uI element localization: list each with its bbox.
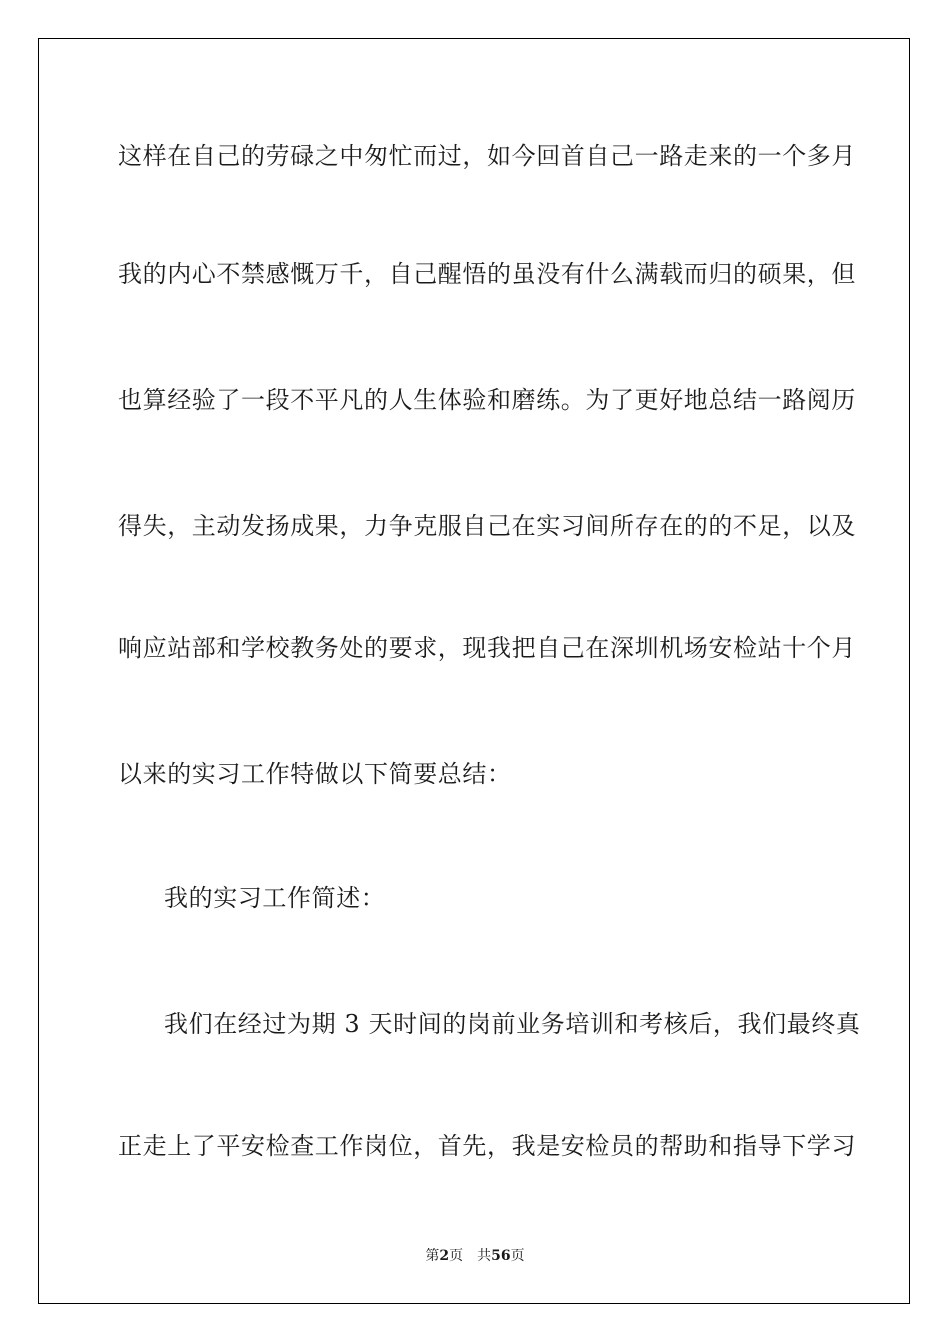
body-line-5: 响应站部和学校教务处的要求，现我把自己在深圳机场安检站十个月 xyxy=(118,634,856,662)
page-border xyxy=(38,38,910,1304)
footer-page-number: 2 xyxy=(439,1248,450,1264)
page-footer xyxy=(0,1246,950,1266)
body-line-9: 正走上了平安检查工作岗位，首先，我是安检员的帮助和指导下学习 xyxy=(118,1132,856,1160)
footer-page-suffix: 页 xyxy=(449,1248,464,1264)
footer-total-prefix: 共 xyxy=(477,1248,492,1264)
body-line-2: 我的内心不禁感慨万千，自己醒悟的虽没有什么满载而归的硕果，但 xyxy=(118,260,856,288)
body-line-6: 以来的实习工作特做以下简要总结： xyxy=(118,760,512,788)
body-line-1: 这样在自己的劳碌之中匆忙而过，如今回首自己一路走来的一个多月 xyxy=(118,142,856,170)
section-heading: 我的实习工作简述： xyxy=(164,884,386,912)
body-line-3: 也算经验了一段不平凡的人生体验和磨练。为了更好地总结一路阅历 xyxy=(118,386,856,414)
footer-page-prefix: 第 xyxy=(425,1248,440,1264)
body-line-8: 我们在经过为期 3 天时间的岗前业务培训和考核后，我们最终真 xyxy=(164,1010,861,1038)
body-line-4: 得失，主动发扬成果，力争克服自己在实习间所存在的的不足，以及 xyxy=(118,512,856,540)
footer-total-pages: 56 xyxy=(491,1248,511,1264)
footer-total-suffix: 页 xyxy=(510,1248,525,1264)
